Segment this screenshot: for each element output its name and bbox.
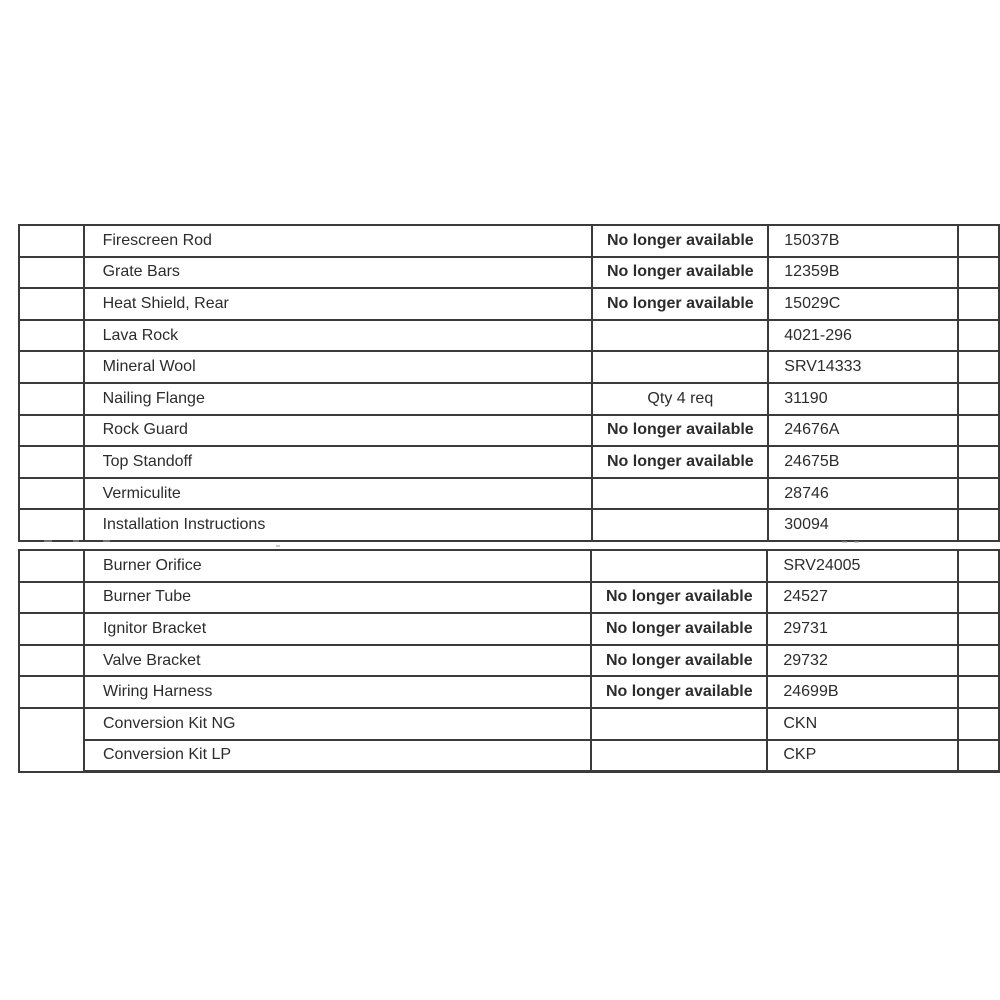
item-number-cell [19, 320, 84, 352]
item-number-cell [19, 415, 84, 447]
item-number-cell [19, 225, 84, 257]
table-row [19, 645, 999, 677]
part-name-cell: Heat Shield, Rear [84, 288, 593, 320]
scan-artifact [73, 540, 79, 542]
part-number-cell: 4021-296 [768, 320, 958, 352]
availability-cell [592, 351, 768, 383]
table-row [19, 509, 999, 541]
availability-cell: No longer available [592, 446, 768, 478]
availability-cell [591, 708, 767, 740]
table-row [19, 320, 999, 352]
item-number-cell [19, 676, 84, 708]
part-name-cell: Valve Bracket [84, 645, 591, 677]
clipped-edge-cell [958, 225, 999, 257]
scan-artifact [854, 541, 859, 543]
availability-cell: No longer available [591, 676, 767, 708]
part-number-cell: CKP [767, 740, 957, 772]
part-name-cell: Nailing Flange [84, 383, 593, 415]
availability-cell: No longer available [592, 225, 768, 257]
scan-artifact [842, 541, 847, 543]
clipped-edge-cell [958, 550, 999, 582]
item-number-cell [19, 582, 84, 614]
clipped-edge-cell [958, 509, 999, 541]
part-number-cell: 29732 [767, 645, 957, 677]
part-name-cell: Installation Instructions [84, 509, 593, 541]
clipped-edge-cell [958, 257, 999, 289]
item-number-cell [19, 257, 84, 289]
table-row [19, 288, 999, 320]
item-number-cell [19, 351, 84, 383]
clipped-edge-cell [958, 478, 999, 510]
table-row [19, 613, 999, 645]
table-row [19, 550, 999, 582]
availability-cell: No longer available [591, 613, 767, 645]
clipped-edge-cell [958, 676, 999, 708]
part-name-cell: Top Standoff [84, 446, 593, 478]
part-number-cell: 28746 [768, 478, 958, 510]
part-number-cell: 24676A [768, 415, 958, 447]
scan-artifact [103, 540, 110, 542]
part-name-cell: Conversion Kit LP [84, 740, 591, 772]
item-number-cell [19, 446, 84, 478]
part-name-cell: Burner Orifice [84, 550, 591, 582]
clipped-edge-cell [958, 740, 999, 772]
table-row [19, 257, 999, 289]
table-row [19, 708, 999, 740]
availability-cell: No longer available [591, 582, 767, 614]
scan-artifact [44, 540, 52, 542]
part-name-cell: Lava Rock [84, 320, 593, 352]
availability-cell [592, 320, 768, 352]
part-number-cell: 29731 [767, 613, 957, 645]
clipped-edge-cell [958, 582, 999, 614]
clipped-edge-cell [958, 645, 999, 677]
part-name-cell: Rock Guard [84, 415, 593, 447]
part-name-cell: Ignitor Bracket [84, 613, 591, 645]
availability-cell: No longer available [591, 645, 767, 677]
table-row [19, 582, 999, 614]
clipped-edge-cell [958, 320, 999, 352]
item-number-cell [19, 509, 84, 541]
clipped-edge-cell [958, 288, 999, 320]
availability-cell [591, 550, 767, 582]
parts-table-section-2 [18, 549, 1000, 773]
availability-cell [591, 740, 767, 772]
item-number-cell-merged [19, 708, 84, 772]
clipped-edge-cell [958, 613, 999, 645]
table-row [19, 351, 999, 383]
part-number-cell: 24699B [767, 676, 957, 708]
parts-table-section-1 [18, 224, 1000, 542]
availability-cell [592, 509, 768, 541]
part-number-cell: CKN [767, 708, 957, 740]
part-number-cell: SRV14333 [768, 351, 958, 383]
availability-cell: No longer available [592, 415, 768, 447]
item-number-cell [19, 550, 84, 582]
item-number-cell [19, 645, 84, 677]
part-name-cell: Mineral Wool [84, 351, 593, 383]
part-number-cell: 30094 [768, 509, 958, 541]
availability-cell: No longer available [592, 288, 768, 320]
part-number-cell: 15029C [768, 288, 958, 320]
item-number-cell [19, 613, 84, 645]
availability-cell: No longer available [592, 257, 768, 289]
clipped-edge-cell [958, 446, 999, 478]
part-number-cell: 15037B [768, 225, 958, 257]
part-number-cell: 31190 [768, 383, 958, 415]
part-number-cell: SRV24005 [767, 550, 957, 582]
part-name-cell: Conversion Kit NG [84, 708, 591, 740]
availability-cell: Qty 4 req [592, 383, 768, 415]
table-row [19, 740, 999, 772]
part-number-cell: 12359B [768, 257, 958, 289]
scan-artifact [276, 545, 280, 547]
part-name-cell: Grate Bars [84, 257, 593, 289]
table-row [19, 225, 999, 257]
part-name-cell: Firescreen Rod [84, 225, 593, 257]
clipped-edge-cell [958, 415, 999, 447]
part-name-cell: Vermiculite [84, 478, 593, 510]
clipped-edge-cell [958, 383, 999, 415]
table-row [19, 383, 999, 415]
table-row [19, 478, 999, 510]
item-number-cell [19, 383, 84, 415]
clipped-edge-cell [958, 351, 999, 383]
availability-cell [592, 478, 768, 510]
part-number-cell: 24675B [768, 446, 958, 478]
part-number-cell: 24527 [767, 582, 957, 614]
clipped-edge-cell [958, 708, 999, 740]
item-number-cell [19, 478, 84, 510]
table-row [19, 676, 999, 708]
part-name-cell: Burner Tube [84, 582, 591, 614]
table-row [19, 446, 999, 478]
part-name-cell: Wiring Harness [84, 676, 591, 708]
item-number-cell [19, 288, 84, 320]
table-row [19, 415, 999, 447]
